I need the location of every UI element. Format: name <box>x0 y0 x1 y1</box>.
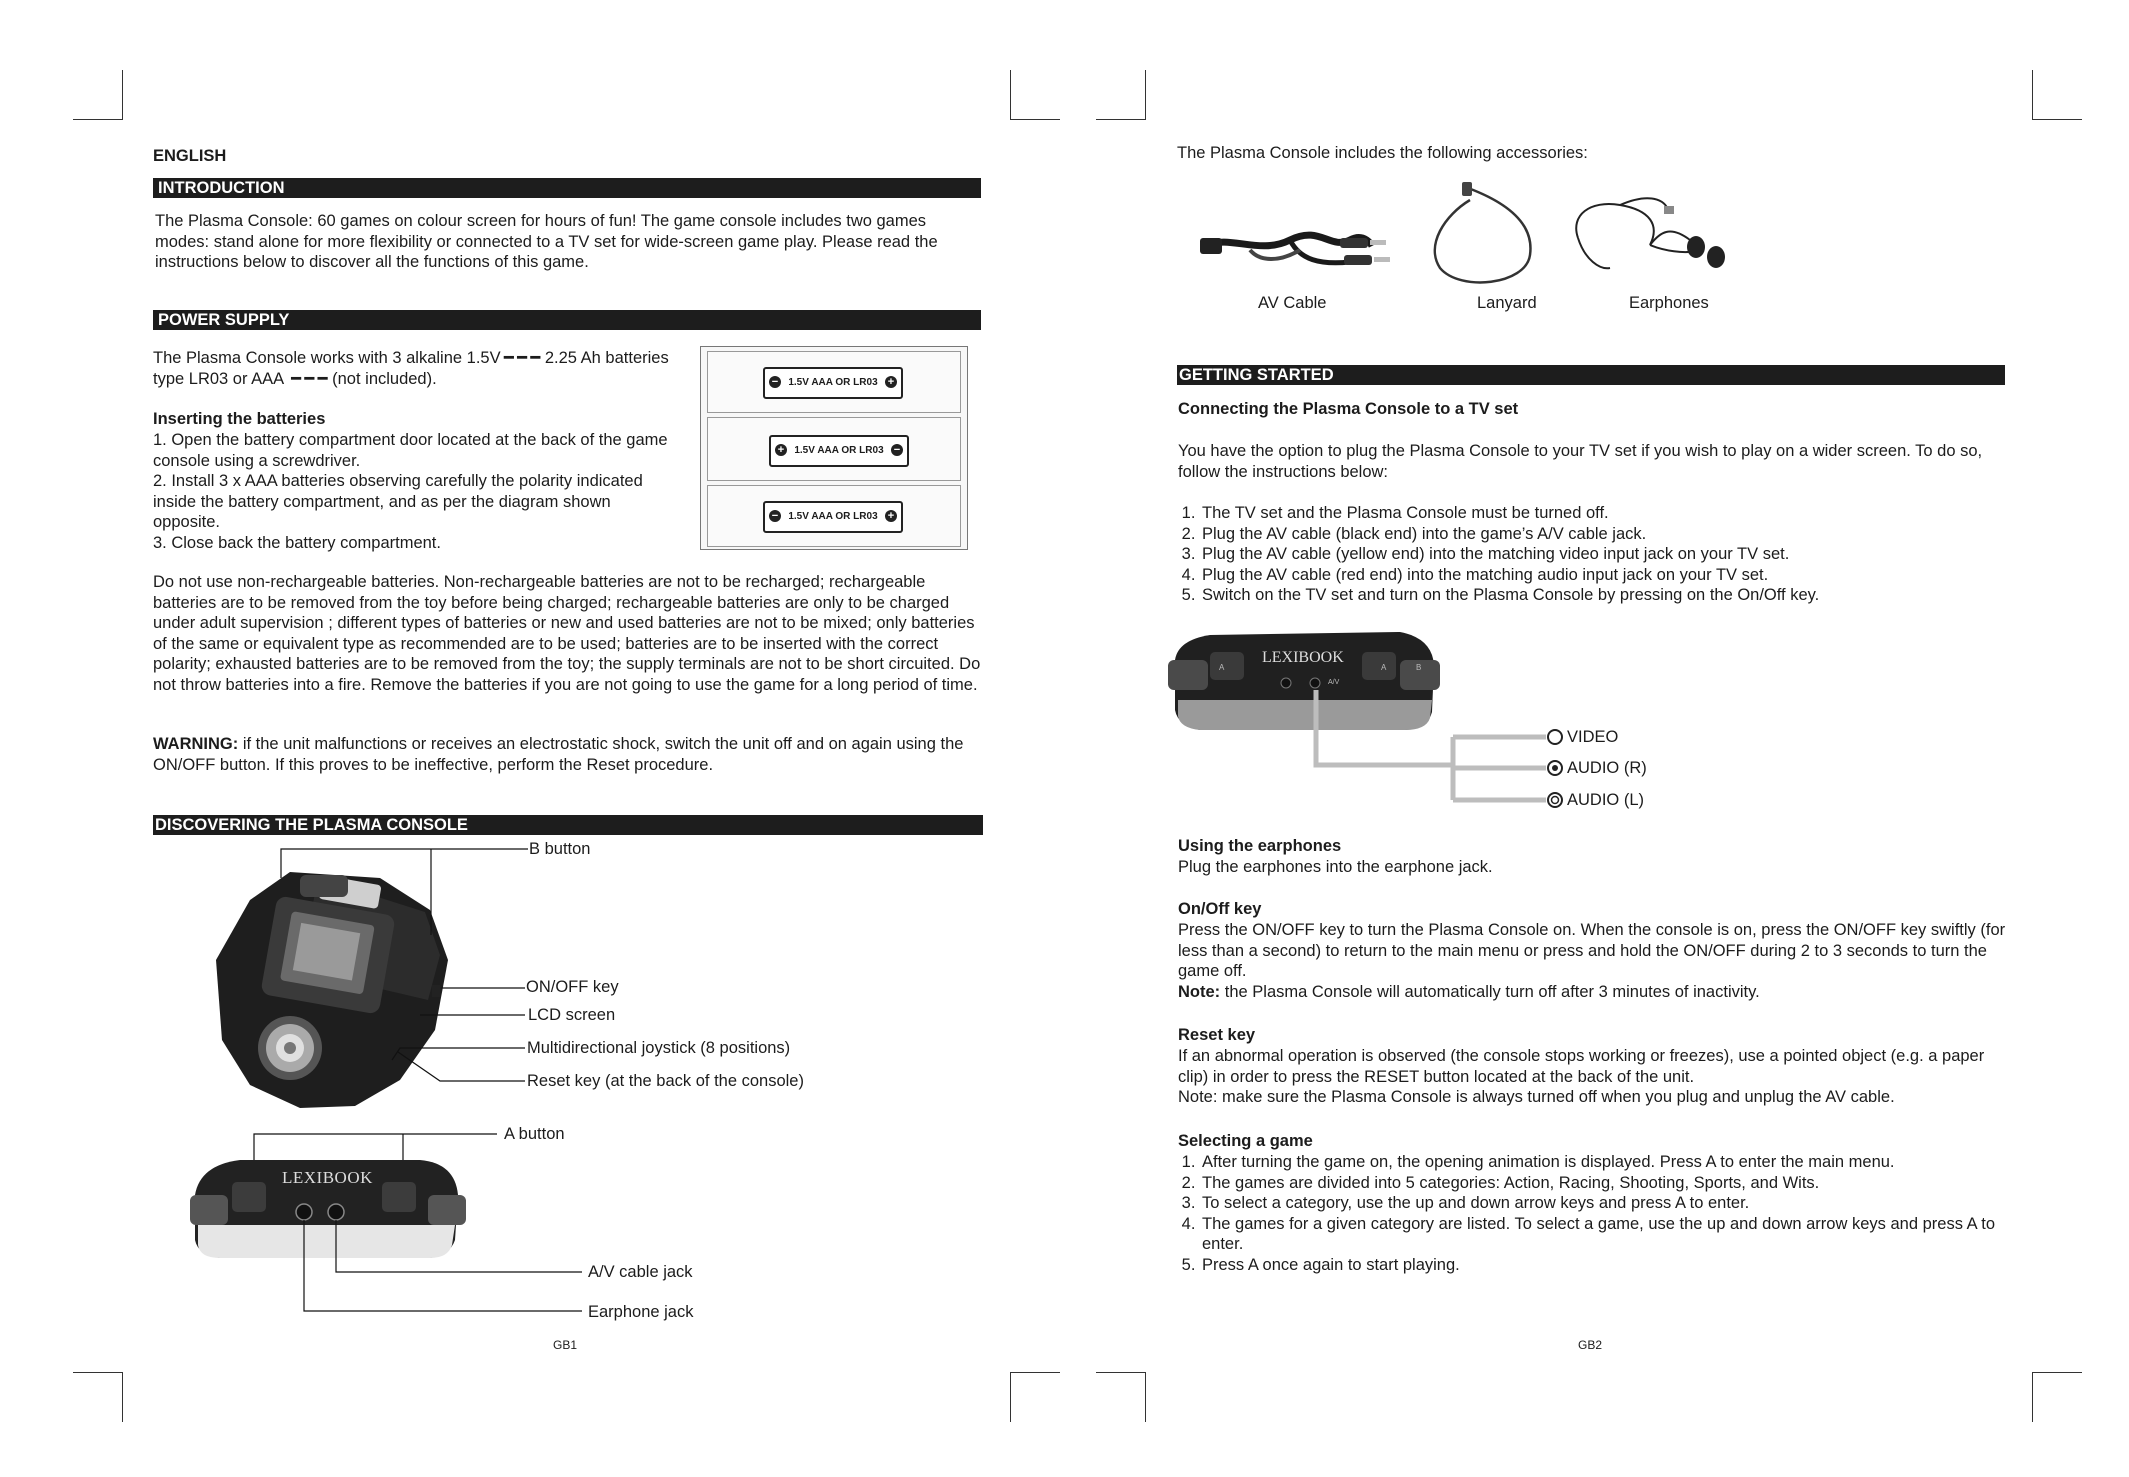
connect-step: 5. Switch on the TV set and turn on the Plasma Console by pressing on the On/Off key. <box>1200 585 2008 606</box>
note-label: Note: <box>1178 983 1221 1001</box>
battery-label: 1.5V AAA OR LR03 <box>788 377 878 388</box>
console-brand-logo: LEXIBOOK <box>282 1168 373 1187</box>
select-step: 3. To select a category, use the up and down arrow keys and press A to enter. <box>1200 1193 2008 1214</box>
plus-icon: + <box>775 444 787 456</box>
callout-earphone-jack: Earphone jack <box>588 1303 694 1321</box>
intro-text: The Plasma Console: 60 games on colour screen for hours of fun! The game console includes two games modes: stand alone for more flexibility or connected to a TV set for wide-screen game play. Please read the instructions below to discover all the functions of this game. <box>155 212 938 271</box>
connector-video: VIDEO <box>1567 728 1619 746</box>
earphones-text: Plug the earphones into the earphone jack. <box>1178 858 1493 876</box>
select-heading: Selecting a game <box>1178 1132 1313 1150</box>
connect-heading: Connecting the Plasma Console to a TV set <box>1178 400 1519 418</box>
connector-audio-r: AUDIO (R) <box>1567 759 1647 777</box>
device-brand-logo: LEXIBOOK <box>1262 649 1344 666</box>
getting-started-bar: GETTING STARTED <box>1177 365 2005 385</box>
battery-safety-text: Do not use non-rechargeable batteries. Non-rechargeable batteries are not to be recharged; rechargeable batteries are to be removed from the toy before being charged; rechargeable batteries are only to be charged under adult supervision ; different types of batteries or new and used batteries are not to be mixed; only batteries of the same or equivalent type as recommended are to be used; batteries are to be inserted with the correct polarity; exhausted batteries are to be removed from the toy; the supply terminals are not to be short circuited. Do not throw batteries into a fire. Remove the batteries if you are not going to use the game for a long period of time. <box>153 573 981 694</box>
select-step: 4. The games for a given category are listed. To select a game, use the up and down arrow keys and press A to enter. <box>1200 1214 2008 1255</box>
device-mark-a: A <box>1219 663 1225 672</box>
reset-text: If an abnormal operation is observed (the console stops working or freezes), use a pointed object (e.g. a paper clip) in order to press the RESET button located at the back of the unit. Note: make sure the Plasma Console is always turned off when you plug and unplug the AV cable. <box>1178 1047 1985 1106</box>
battery-label: 1.5V AAA OR LR03 <box>794 445 884 456</box>
connect-step: 1. The TV set and the Plasma Console must be turned off. <box>1200 503 2008 524</box>
connect-step: 2. Plug the AV cable (black end) into the game’s A/V cable jack. <box>1200 524 2008 545</box>
warning-body: if the unit malfunctions or receives an electrostatic shock, switch the unit off and on again using the ON/OFF button. If this proves to be ineffective, perform the Reset procedure. <box>153 735 964 774</box>
earphones-heading: Using the earphones <box>1178 837 1342 855</box>
select-step: 2. The games are divided into 5 categories: Action, Racing, Shooting, Sports, and Wits. <box>1200 1173 2008 1194</box>
minus-icon: − <box>891 444 903 456</box>
connect-step: 4. Plug the AV cable (red end) into the matching audio input jack on your TV set. <box>1200 565 2008 586</box>
note-text: the Plasma Console will automatically turn off after 3 minutes of inactivity. <box>1220 983 1760 1001</box>
insert-batteries-text: 1. Open the battery compartment door located at the back of the game console using a screwdriver. 2. Install 3 x AAA batteries observing carefully the polarity indicated inside the battery compartment, and as per the diagram shown opposite. 3. Close back the battery compartment. <box>153 431 668 552</box>
discover-section-bar: DISCOVERING THE PLASMA CONSOLE <box>153 815 983 835</box>
device-mark-b: B <box>1416 663 1422 672</box>
battery-label: 1.5V AAA OR LR03 <box>788 511 878 522</box>
connect-step: 3. Plug the AV cable (yellow end) into the matching video input jack on your TV set. <box>1200 544 2008 565</box>
page-number-left: GB1 <box>553 1338 578 1352</box>
callout-reset-key: Reset key (at the back of the console) <box>527 1072 804 1090</box>
connect-text: You have the option to plug the Plasma Console to your TV set if you wish to play on a wider screen. To do so, follow the instructions below: <box>1178 442 1983 481</box>
device-mark-a-right: A <box>1381 663 1387 672</box>
callout-joystick: Multidirectional joystick (8 positions) <box>527 1039 791 1057</box>
select-steps <box>1178 1152 2008 1275</box>
insert-batteries-heading: Inserting the batteries <box>153 410 326 428</box>
reset-heading: Reset key <box>1178 1026 1256 1044</box>
plus-icon: + <box>885 510 897 522</box>
language-heading: ENGLISH <box>153 147 227 165</box>
warning-label: WARNING: <box>153 735 239 753</box>
onoff-heading: On/Off key <box>1178 900 1262 918</box>
power-text: The Plasma Console works with 3 alkaline 1.5V ━ ━ ━ 2.25 Ah batteries type LR03 or AAA ━ ━ ━ (not included). <box>153 349 669 388</box>
page-number-right: GB2 <box>1578 1338 1603 1352</box>
accessory-lanyard: Lanyard <box>1477 294 1537 312</box>
intro-section-bar: INTRODUCTION <box>153 178 981 198</box>
onoff-text: Press the ON/OFF key to turn the Plasma Console on. When the console is on, press the ON/OFF key swiftly (for less than a second) to return to the main menu or press and hold the ON/OFF during 2 to 3 seconds to turn the game off. <box>1178 921 2006 980</box>
callout-a-button: A button <box>504 1125 565 1143</box>
accessory-av-cable: AV Cable <box>1258 294 1327 312</box>
accessory-earphones: Earphones <box>1629 294 1709 312</box>
device-mark-av: A/V <box>1328 679 1340 686</box>
minus-icon: − <box>769 510 781 522</box>
callout-b-button: B button <box>529 840 591 858</box>
select-step: 1. After turning the game on, the opening animation is displayed. Press A to enter the main menu. <box>1200 1152 2008 1173</box>
onoff-note <box>1178 982 2008 1003</box>
callout-onoff-key: ON/OFF key <box>526 978 619 996</box>
select-step: 5. Press A once again to start playing. <box>1200 1255 2008 1276</box>
accessories-intro: The Plasma Console includes the following accessories: <box>1177 144 1588 162</box>
plus-icon: + <box>885 376 897 388</box>
power-section-bar: POWER SUPPLY <box>153 310 981 330</box>
callout-lcd-screen: LCD screen <box>528 1006 616 1024</box>
callout-av-jack: A/V cable jack <box>588 1263 693 1281</box>
minus-icon: − <box>769 376 781 388</box>
connector-audio-l: AUDIO (L) <box>1567 791 1645 809</box>
